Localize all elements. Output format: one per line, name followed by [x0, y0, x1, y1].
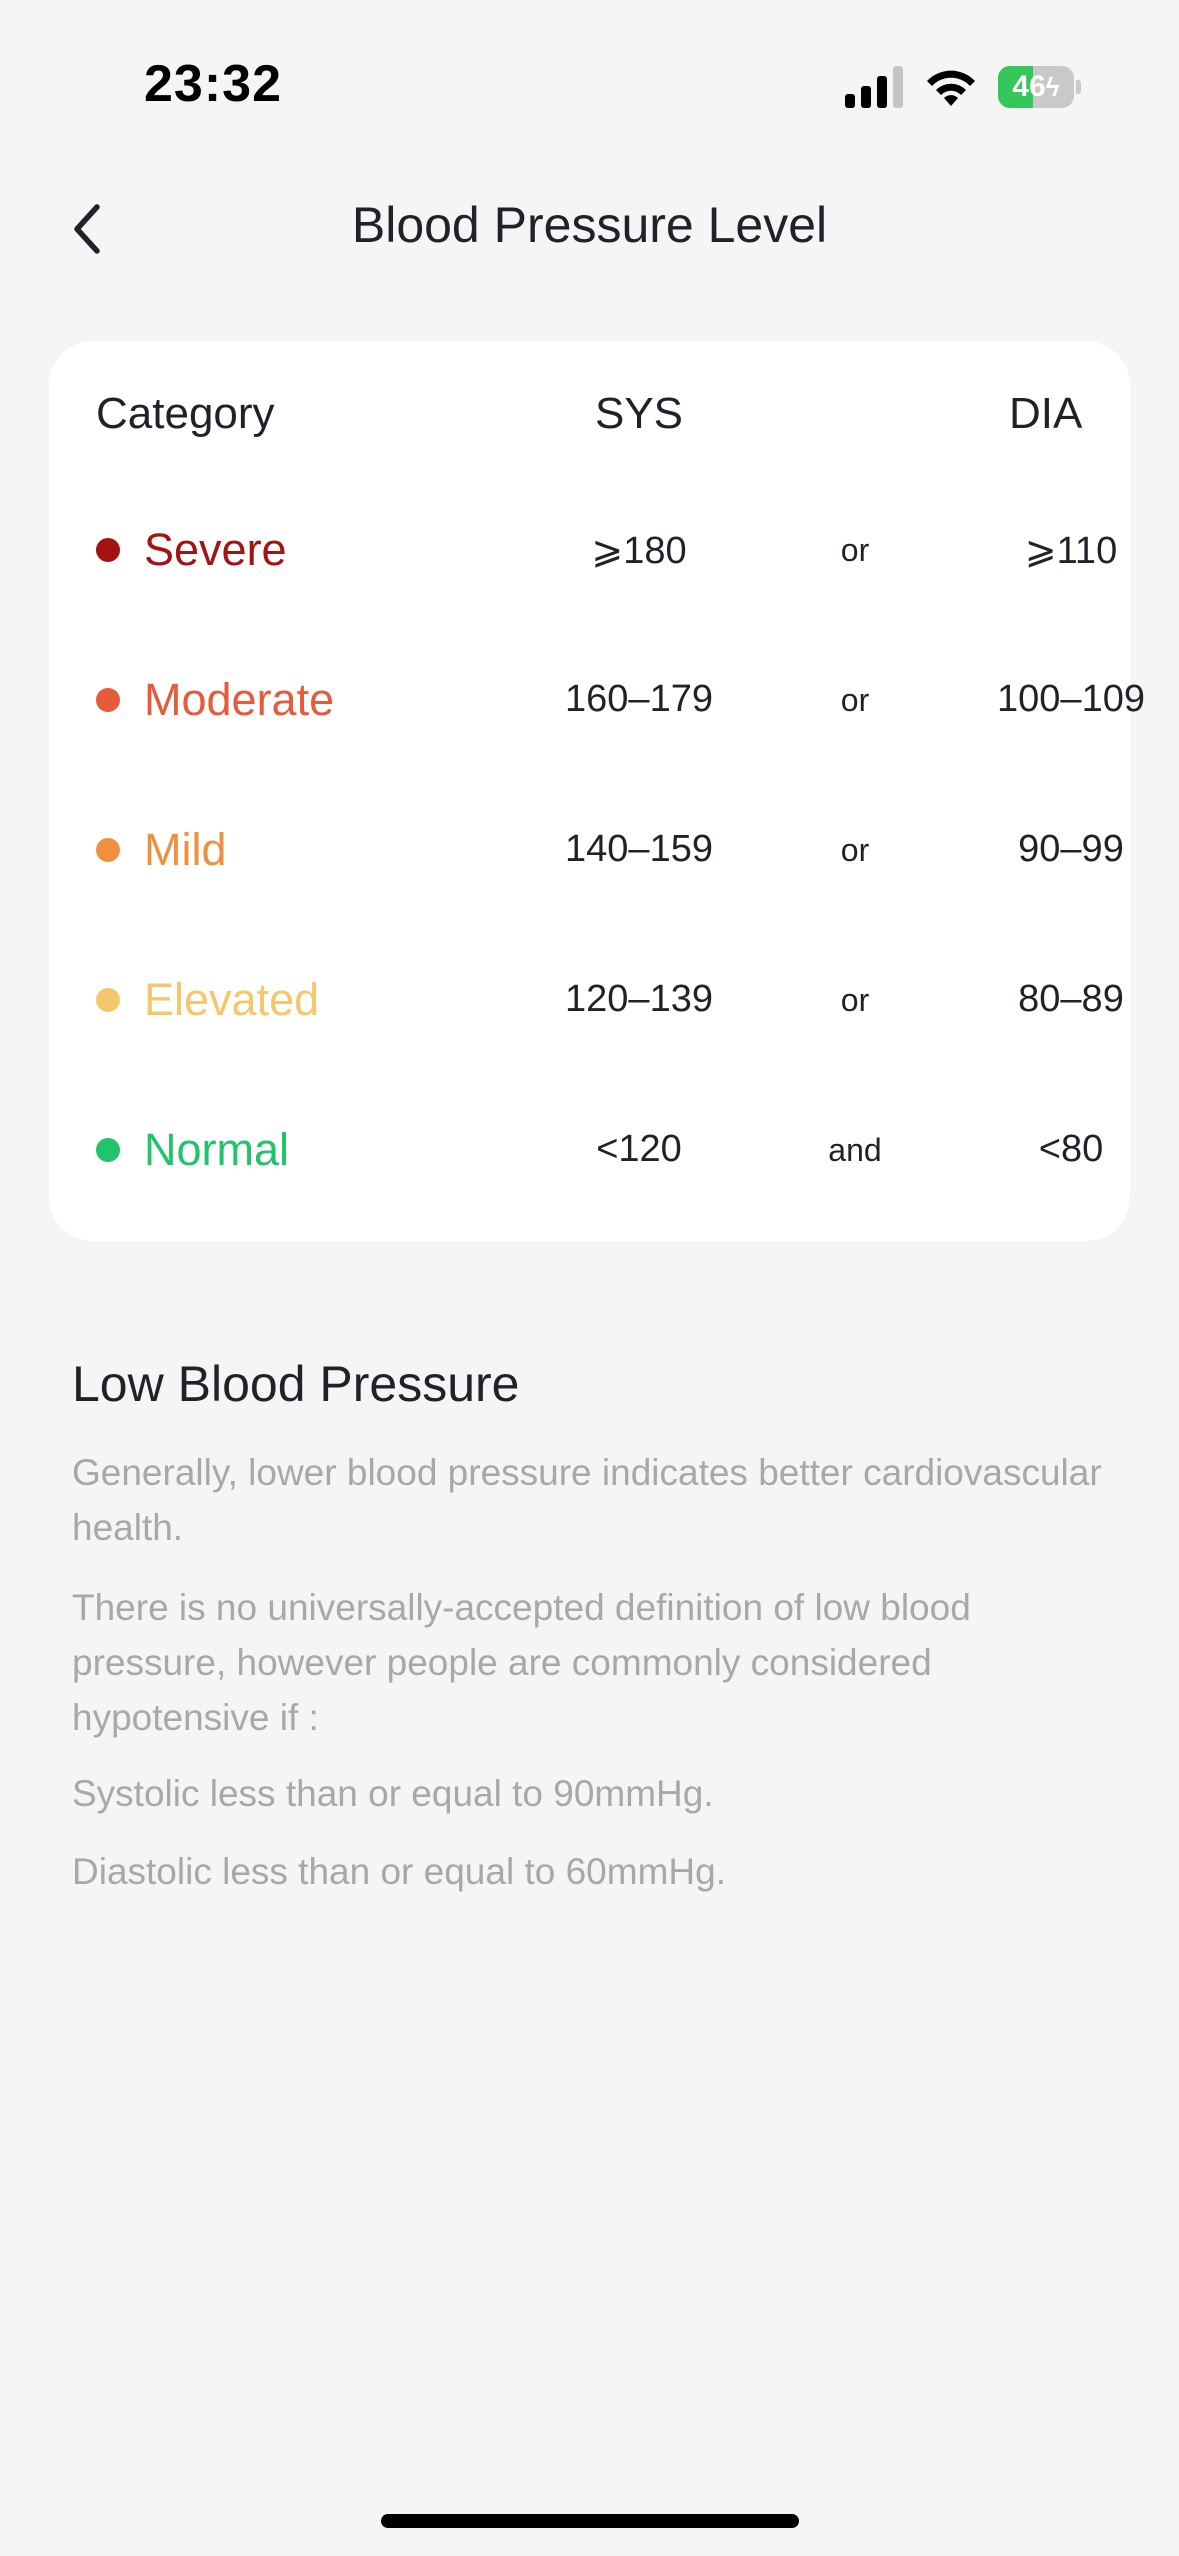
table-row [49, 956, 1130, 1076]
sys-value: 120–139 [565, 978, 713, 1020]
severity-dot [96, 988, 120, 1012]
battery-level: 46ϟ [1012, 70, 1060, 103]
section-title: Low Blood Pressure [72, 1356, 520, 1412]
signal-icon [845, 66, 905, 108]
paragraph: Systolic less than or equal to 90mmHg. [72, 1773, 714, 1814]
page-title: Blood Pressure Level [351, 197, 828, 253]
table-row [49, 656, 1145, 776]
severity-dot [96, 838, 120, 862]
sys-value: <120 [596, 1128, 682, 1170]
category-label: Normal [144, 1124, 290, 1175]
table-header [49, 341, 1130, 491]
sys-value: 160–179 [565, 678, 713, 720]
category-label: Moderate [144, 674, 335, 725]
conjunction: or [840, 532, 870, 568]
dia-value: 100–109 [997, 678, 1145, 720]
dia-value: 90–99 [1018, 828, 1124, 870]
status-bar [0, 0, 1179, 150]
wifi-icon [924, 62, 978, 108]
severity-dot [96, 688, 120, 712]
header-sys: SYS [594, 389, 684, 438]
battery-body [998, 66, 1074, 108]
home-indicator[interactable] [381, 2514, 799, 2528]
bp-level-table [49, 341, 1145, 1241]
sys-value: 140–159 [565, 828, 713, 870]
dia-value: <80 [1038, 1128, 1104, 1170]
battery-cap [1076, 80, 1081, 94]
battery-charging-icon [998, 66, 1080, 108]
sys-value: ⩾180 [591, 530, 687, 572]
table-row [49, 806, 1130, 926]
category-label: Elevated [144, 974, 320, 1025]
paragraph: Diastolic less than or equal to 60mmHg. [72, 1851, 726, 1892]
conjunction: or [840, 982, 870, 1018]
paragraph: Generally, lower blood pressure indicates better cardiovascular health. [72, 1452, 1102, 1548]
header-category: Category [96, 389, 275, 438]
dia-value: ⩾110 [1024, 530, 1118, 572]
table-row [49, 1106, 1130, 1226]
severity-dot [96, 1138, 120, 1162]
conjunction: or [840, 682, 870, 718]
conjunction: or [840, 832, 870, 868]
dia-value: 80–89 [1018, 978, 1124, 1020]
table-row [49, 506, 1130, 626]
conjunction: and [828, 1132, 882, 1168]
category-label: Severe [144, 524, 287, 575]
header-dia: DIA [1009, 389, 1083, 438]
severity-dot [96, 538, 120, 562]
paragraph: There is no universally-accepted definition of low blood pressure, however people are commonly considered hypotensive if : [72, 1587, 971, 1738]
status-time: 23:32 [144, 55, 282, 113]
category-label: Mild [144, 824, 227, 875]
